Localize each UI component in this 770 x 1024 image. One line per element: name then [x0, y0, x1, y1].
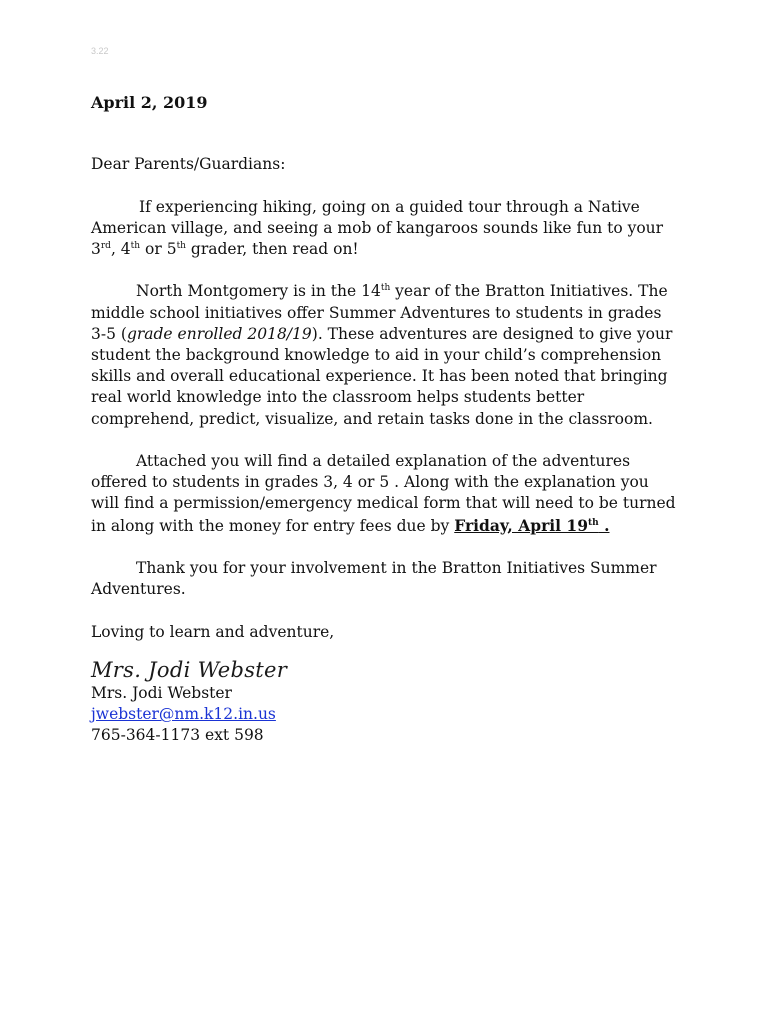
paragraph-intro-text-2: , 4: [110, 240, 131, 258]
paragraph-thanks: [91, 558, 681, 600]
salutation: Dear Parents/Guardians:: [91, 155, 286, 174]
signer-name: Mrs. Jodi Webster: [91, 683, 232, 702]
paragraph-thanks-text: Thank you for your involvement in the Bratton Initiatives Summer Adventures.: [91, 559, 657, 599]
signer-email-line: [91, 704, 681, 725]
closing-line: Loving to learn and adventure,: [91, 622, 335, 641]
paragraph-initiatives-text-1: North Montgomery is in the 14: [136, 282, 381, 301]
grade-enrolled-note: grade enrolled 2018/19: [126, 324, 312, 343]
paragraph-intro-text-1: If experiencing hiking, going on a guided tour through a Native American village, and seeing a mob of kangaroos sounds like fun to your 3: [91, 197, 664, 258]
paragraph-intro-text-3: or 5: [140, 240, 177, 258]
ordinal-suffix: th: [588, 517, 599, 528]
paragraph-initiatives-text-3: ). These adventures are designed to give your student the background knowledge to aid in your child’s comprehension skills and overall educational experience. It has been noted that bringing real world knowledge into the classroom helps students better comprehend, predict, visualize, and retain tasks done in the classroom.: [91, 324, 673, 428]
due-date-end: .: [598, 515, 610, 535]
ordinal-suffix: th: [176, 240, 186, 251]
paragraph-attachments-text: Attached you will find a detailed explanation of the adventures offered to students in grades 3, 4 or 5 . Along with the explanation you will find a permission/emergency medical form that will need to be turned in along with the money for entry fees due by: [91, 452, 676, 535]
handwritten-signature: Mrs. Jodi Webster: [91, 657, 288, 682]
ordinal-suffix: th: [130, 240, 141, 251]
due-date-text: Friday, April 19: [454, 515, 588, 535]
paragraph-initiatives-text-2: year of the Bratton Initiatives. The middle school initiatives offer Summer Adventures to students in grades 3-5 (: [91, 282, 668, 343]
letter-date: April 2, 2019: [91, 93, 208, 112]
paragraph-initiatives: [91, 281, 681, 429]
letter-body: [91, 92, 681, 746]
signer-email-link[interactable]: jwebster@nm.k12.in.us: [91, 705, 276, 723]
ordinal-suffix: th: [380, 283, 391, 294]
ordinal-suffix: rd: [100, 240, 111, 251]
page-number: 3.22: [91, 46, 109, 56]
paragraph-intro-text-4: grader, then read on!: [185, 240, 359, 258]
due-date: [454, 516, 609, 535]
signer-phone: 765-364-1173 ext 598: [91, 726, 264, 745]
paragraph-intro: [91, 197, 681, 261]
paragraph-attachments: [91, 451, 681, 537]
